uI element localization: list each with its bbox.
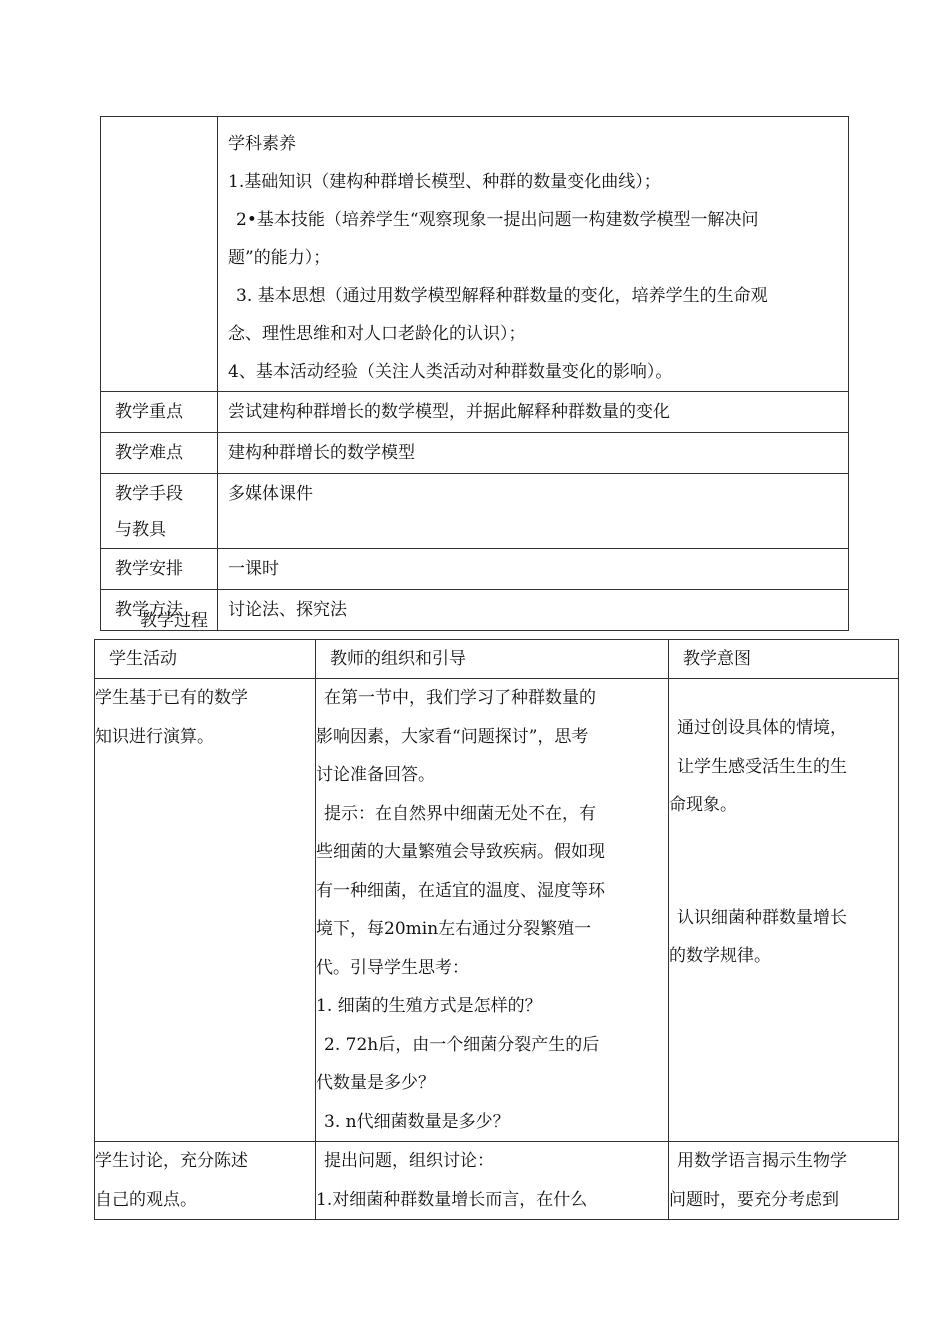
text-line: 学生基于已有的数学: [95, 688, 248, 708]
teaching-intent-cell: [669, 679, 899, 1142]
table-row: [101, 117, 849, 392]
text-line: 自己的观点。: [95, 1189, 197, 1210]
text-line: 影响因素，大家看“问题探讨”，思考: [316, 726, 589, 747]
empty-label-cell: [101, 117, 218, 392]
text-line: 知识进行演算。: [95, 726, 214, 747]
text-line: 让学生感受活生生的生: [677, 756, 847, 777]
text-line: 有一种细菌，在适宜的温度、湿度等环: [316, 880, 605, 901]
text-line: 在第一节中，我们学习了种群数量的: [324, 688, 596, 708]
literacy-item: 1.基础知识（建构种群增长模型、种群的数量变化曲线）；: [228, 172, 661, 192]
text-line: 通过创设具体的情境，: [677, 718, 847, 738]
text-line: 提出问题，组织讨论：: [324, 1151, 494, 1171]
row-label: 教学重点: [101, 392, 218, 433]
text-line: 境下，每20min左右通过分裂繁殖一: [316, 919, 592, 939]
text-line: 用数学语言揭示生物学: [677, 1151, 847, 1171]
literacy-item: 念、理性思维和对人口老龄化的认识）；: [228, 324, 526, 344]
lesson-info-table: [100, 116, 849, 631]
subject-literacy-cell: [218, 117, 849, 392]
literacy-item: 题”的能力）；: [228, 248, 331, 268]
text-line: 命现象。: [669, 795, 737, 815]
table-row: [101, 392, 849, 433]
header-row: [95, 640, 899, 679]
text-line: 2. 72h后，由一个细菌分裂产生的后: [324, 1034, 600, 1055]
column-header: 教学意图: [669, 640, 899, 679]
row-value: 建构种群增长的数学模型: [218, 433, 849, 474]
row-value: 讨论法、探究法: [218, 590, 849, 631]
row-label: 教学安排: [101, 549, 218, 590]
section-title: 教学过程: [140, 611, 208, 631]
teacher-guidance-cell: [316, 1142, 669, 1220]
table-row: [95, 679, 899, 1142]
literacy-item: 4、基本活动经验（关注人类活动对种群数量变化的影响）。: [228, 362, 673, 382]
text-line: 代。引导学生思考：: [316, 957, 469, 978]
teaching-process-table: [94, 639, 899, 1220]
subject-literacy-title: 学科素养: [228, 134, 296, 154]
teaching-intent-cell: [669, 1142, 899, 1220]
table-row: [95, 1142, 899, 1220]
student-activity-cell: [95, 679, 316, 1142]
row-label: 教学方法: [101, 590, 218, 631]
table-row: [101, 433, 849, 474]
teacher-guidance-cell: [316, 679, 669, 1142]
text-line: 些细菌的大量繁殖会导致疾病。假如现: [316, 842, 605, 862]
text-line: 讨论准备回答。: [316, 765, 435, 785]
text-line: 代数量是多少？: [316, 1073, 435, 1093]
text-line: 认识细菌种群数量增长: [677, 907, 847, 928]
text-line: 1.对细菌种群数量增长而言，在什么: [316, 1189, 588, 1210]
table-row: [101, 474, 849, 549]
text-line: 3. n代细菌数量是多少？: [324, 1111, 510, 1132]
table-row: [101, 590, 849, 631]
row-label-line: 与教具: [115, 520, 166, 540]
row-value: 尝试建构种群增长的数学模型，并据此解释种群数量的变化: [218, 392, 849, 433]
literacy-item: 3. 基本思想（通过用数学模型解释种群数量的变化，培养学生的生命观: [236, 286, 768, 306]
literacy-item: 2•基本技能（培养学生“观察现象一提出问题一构建数学模型一解决问: [236, 210, 759, 230]
text-line: 问题时，要充分考虑到: [669, 1189, 839, 1210]
row-label: 教学难点: [101, 433, 218, 474]
row-value: 一课时: [218, 549, 849, 590]
column-header: 学生活动: [95, 640, 316, 679]
text-line: 1. 细菌的生殖方式是怎样的？: [316, 996, 542, 1016]
row-value: 多媒体课件: [218, 474, 849, 549]
column-header: 教师的组织和引导: [316, 640, 669, 679]
text-line: 的数学规律。: [669, 946, 771, 966]
row-label-line: 教学手段: [115, 484, 183, 504]
text-line: 学生讨论，充分陈述: [95, 1151, 248, 1171]
table-row: [101, 549, 849, 590]
row-label: [101, 474, 218, 549]
student-activity-cell: [95, 1142, 316, 1220]
text-line: 提示：在自然界中细菌无处不在，有: [324, 803, 596, 824]
